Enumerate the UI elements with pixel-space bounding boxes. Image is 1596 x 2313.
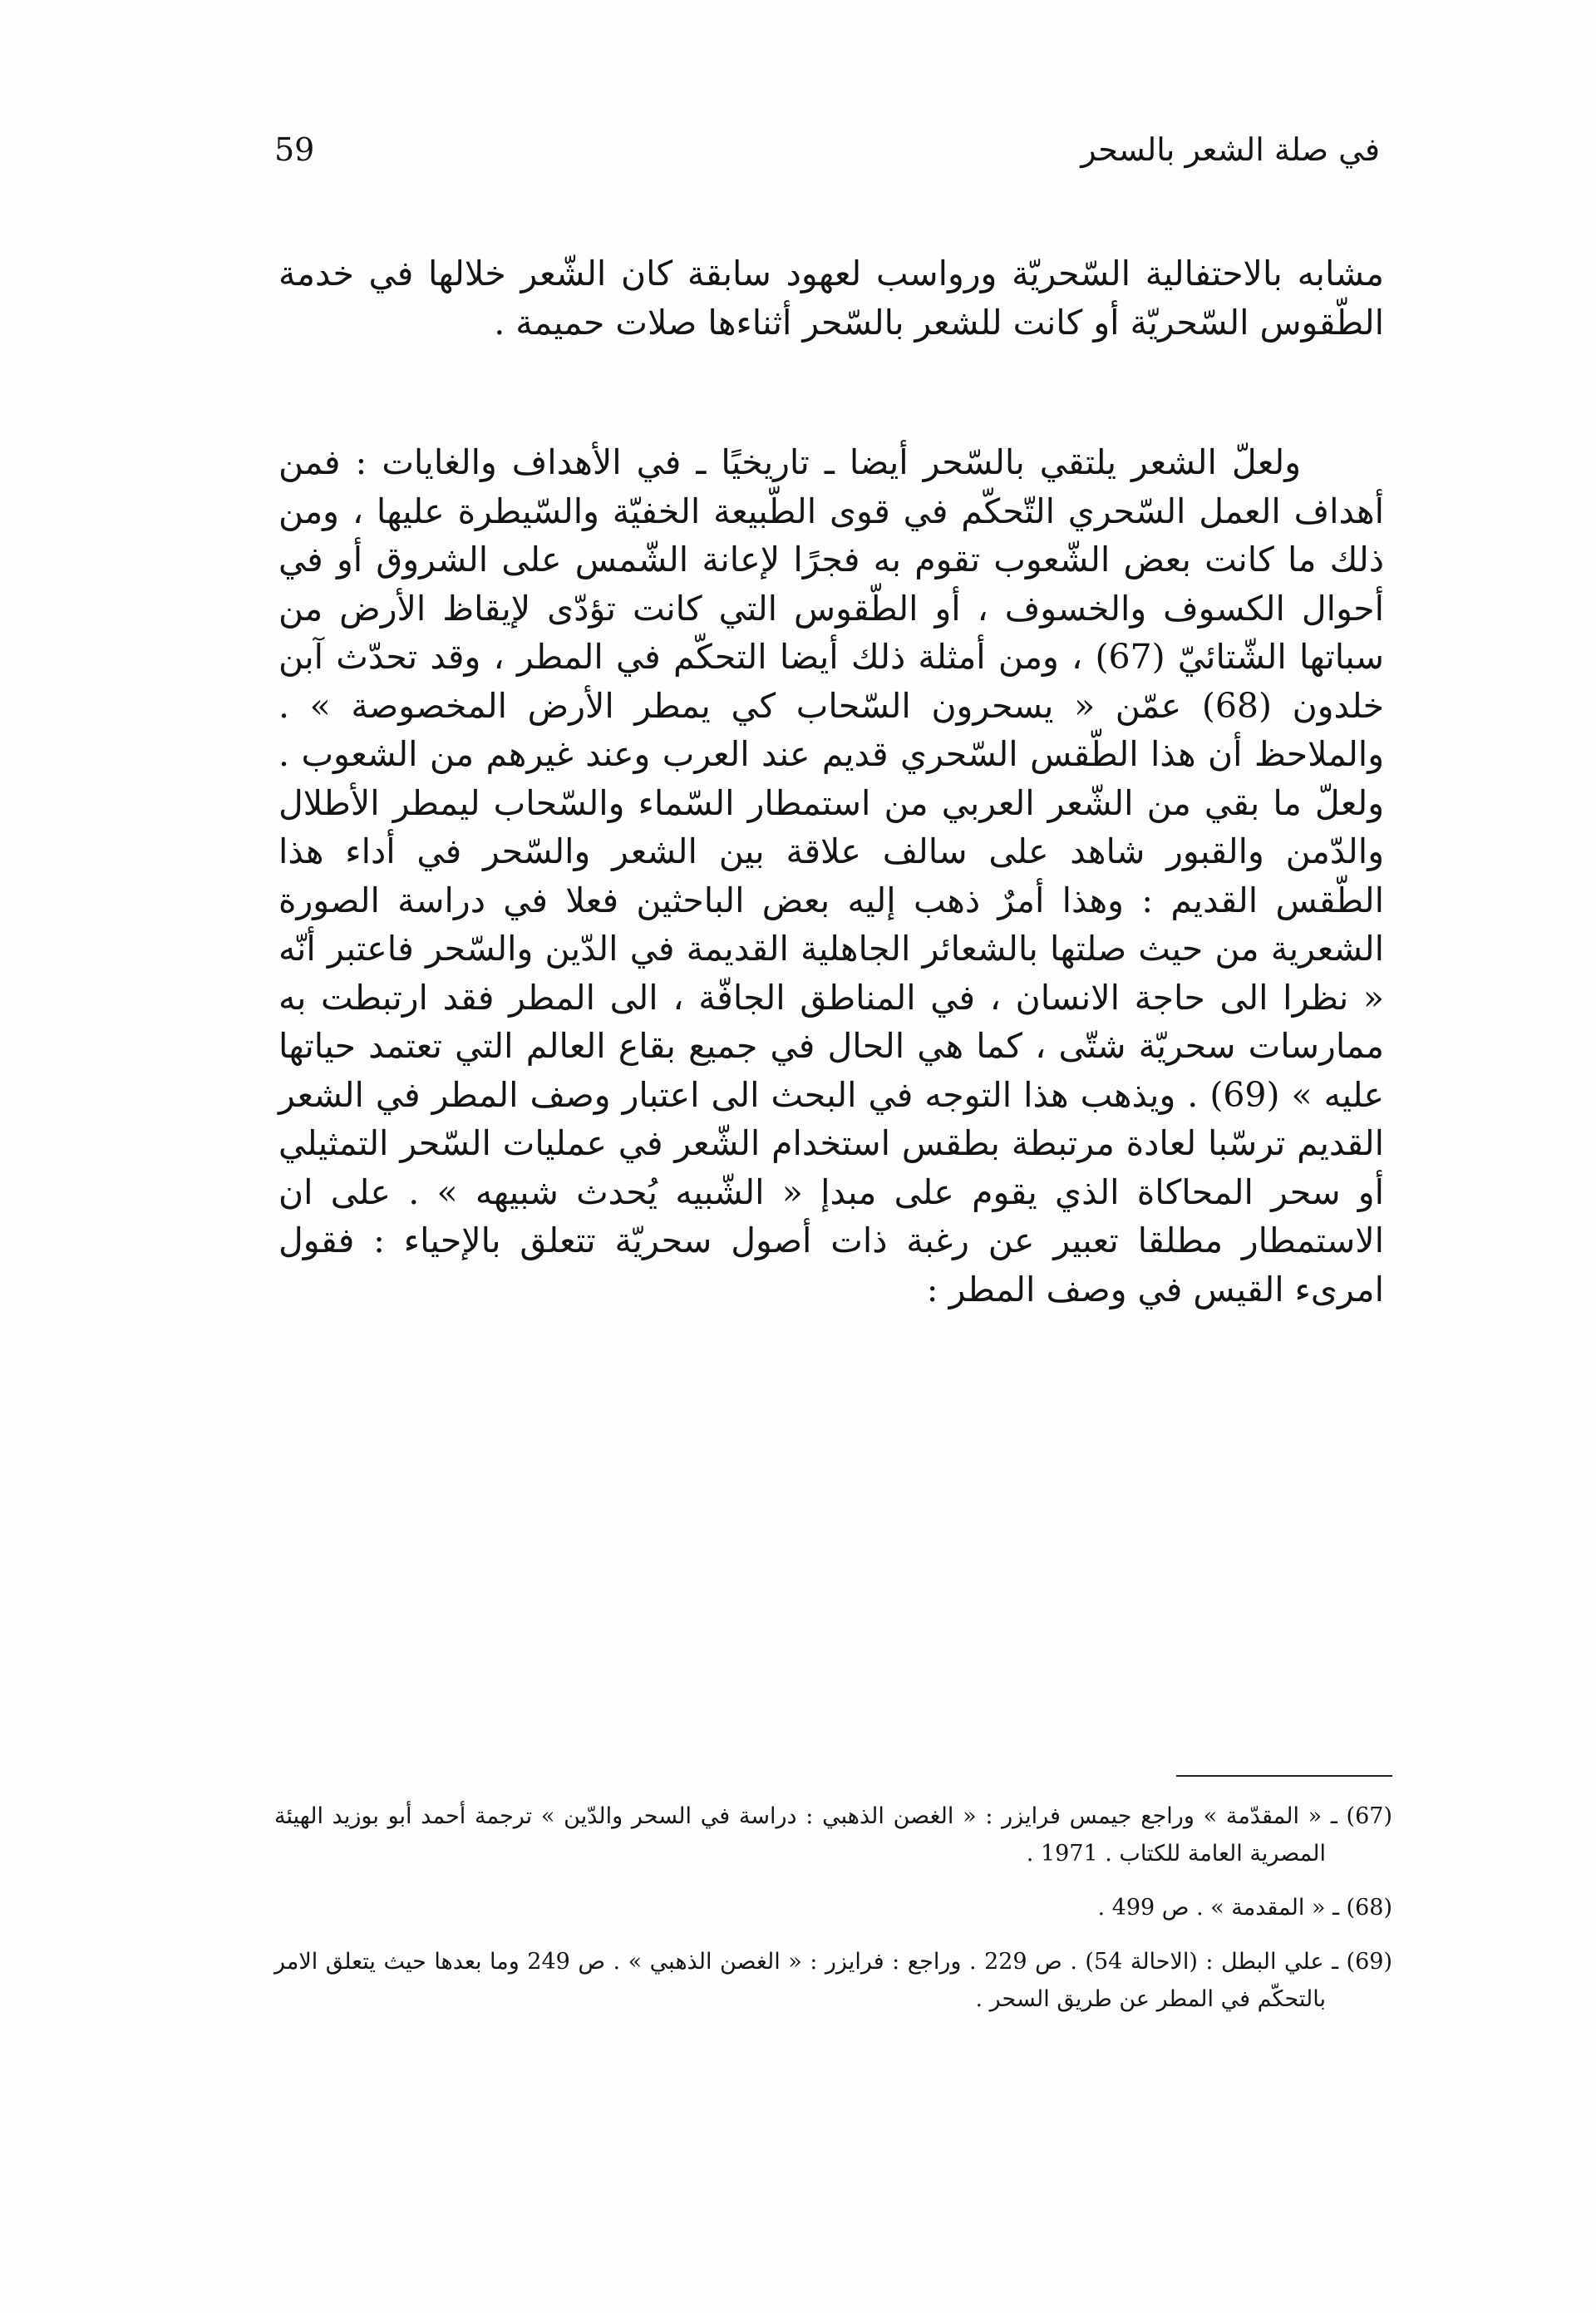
running-title: في صلة الشعر بالسحر [1081,131,1380,168]
paragraph-1: مشابه بالاحتفالية السّحريّة ورواسب لعهود سابقة كان الشّعر خلالها في خدمة الطّقوس السّحريّة أو كانت للشعر بالسّحر أثناءها صلات حميمة . [278,254,1384,343]
footnote-69: (69) ـ علي البطل : (الاحالة 54) . ص 229 . وراجع : فرايزر : « الغصن الذهبي » . ص 249 وما بعدها حيث يتعلق الامر بالتحكّم في المطر عن طريق السحر . [274,1949,1392,2012]
page-number: 59 [274,131,315,168]
page-header [274,125,1380,183]
footnote-67: (67) ـ « المقدّمة » وراجع جيمس فرايزر : « الغصن الذهبي : دراسة في السحر والدّين » ترجمة أحمد أبو بوزيد الهيئة المصرية العامة للكتاب . 1971 . [274,1803,1392,1867]
paragraph-2: ولعلّ الشعر يلتقي بالسّحر أيضا ـ تاريخيًا ـ في الأهداف والغايات : فمن أهداف العمل السّحري التّحكّم في قوى الطّبيعة الخفيّة والسّيطرة عليها ، ومن ذلك ما كانت بعض الشّعوب تقوم به فجرًا لإعانة الشّمس على الشروق أو في أحوال الكسوف والخسوف ، أو الطّقوس التي كانت تؤدّى لإيقاظ الأرض من سباتها الشّتائيّ (67) ، ومن أمثلة ذلك أيضا التحكّم في المطر ، وقد تحدّث آبن خلدون (68) عمّن « يسحرون السّحاب كي يمطر الأرض المخصوصة » . والملاحظ أن هذا الطّقس السّحري قديم عند العرب وعند غيرهم من الشعوب . ولعلّ ما بقي من الشّعر العربي من استمطار السّماء والسّحاب ليمطر الأطلال والدّمن والقبور شاهد على سالف علاقة بين الشعر والسّحر في أداء هذا الطّقس القديم : وهذا أمرٌ ذهب إليه بعض الباحثين فعلا في دراسة الصورة الشعرية من حيث صلتها بالشعائر الجاهلية القديمة في الدّين والسّحر فاعتبر أنّه « نظرا الى حاجة الانسان ، في المناطق الجافّة ، الى المطر فقد ارتبطت به ممارسات سحريّة شتّى ، كما هي الحال في جميع بقاع العالم التي تعتمد حياتها عليه » (69) . ويذهب هذا التوجه في البحث الى اعتبار وصف المطر في الشعر القديم ترسّبا لعادة مرتبطة بطقس استخدام الشّعر في عمليات السّحر التمثيلي أو سحر المحاكاة الذي يقوم على مبدإ « الشّبيه يُحدث شبيهه » . على ان الاستمطار مطلقا تعبير عن رغبة ذات أصول سحريّة تتعلق بالإحياء : فقول امرىء القيس في وصف المطر : [278,442,1384,1309]
body-text [278,249,1384,1314]
footnote-68: (68) ـ « المقدمة » . ص 499 . [1097,1895,1392,1921]
footnote-separator [1176,1775,1392,1777]
footnotes [274,1798,1392,2034]
